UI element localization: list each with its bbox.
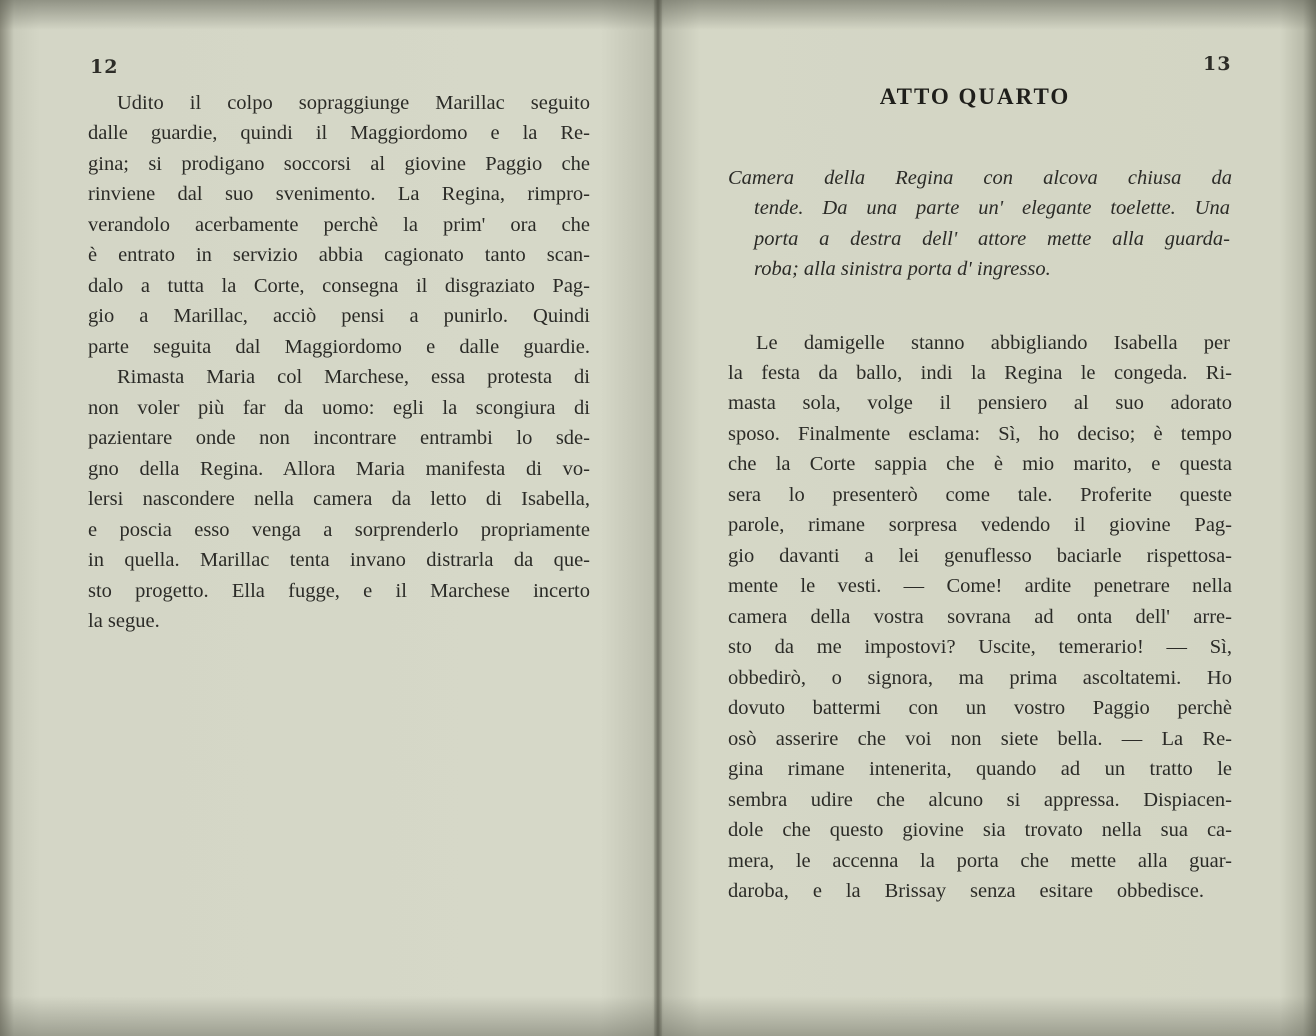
- body-line: la festa da ballo, indi la Regina le congeda. Ri-: [728, 362, 1232, 384]
- left-line: sto progetto. Ella fugge, e il Marchese incerto: [88, 580, 590, 602]
- body-line: daroba, e la Brissay senza esitare obbedisce.: [728, 880, 1204, 902]
- left-line: verandolo acerbamente perchè la prim' ora che: [88, 214, 590, 236]
- left-line: gio a Marillac, acciò pensi a punirlo. Quindi: [88, 305, 590, 327]
- scene-line: porta a destra dell' attore mette alla guarda-: [754, 228, 1230, 250]
- body-line: mera, le accenna la porta che mette alla guar-: [728, 850, 1232, 872]
- right-page-number: 13: [1203, 53, 1232, 75]
- book-gutter: [654, 0, 662, 1036]
- body-line: dole che questo giovine sia trovato nella sua ca-: [728, 819, 1232, 841]
- left-line: gno della Regina. Allora Maria manifesta di vo-: [88, 458, 590, 480]
- body-line: gio davanti a lei genuflesso baciarle rispettosa-: [728, 545, 1232, 567]
- left-line: Udito il colpo sopraggiunge Marillac seguito: [117, 92, 590, 114]
- left-line: e poscia esso venga a sorprenderlo propriamente: [88, 519, 590, 541]
- act-heading: ATTO QUARTO: [879, 84, 1071, 109]
- left-line: rinviene dal suo svenimento. La Regina, rimpro-: [88, 183, 590, 205]
- body-line: osò asserire che voi non siete bella. — La Re-: [728, 728, 1232, 750]
- left-line: in quella. Marillac tenta invano distrarla da que-: [88, 549, 590, 571]
- left-page-number: 12: [90, 56, 119, 78]
- left-line: è entrato in servizio abbia cagionato tanto scan-: [88, 244, 590, 266]
- left-line: pazientare onde non incontrare entrambi lo sde-: [88, 427, 590, 449]
- scene-line: Camera della Regina con alcova chiusa da: [728, 167, 1232, 189]
- body-line: sembra udire che alcuno si appressa. Dispiacen-: [728, 789, 1232, 811]
- body-line: gina rimane intenerita, quando ad un tratto le: [728, 758, 1232, 780]
- body-line: sposo. Finalmente esclama: Sì, ho deciso; è tempo: [728, 423, 1232, 445]
- left-line: lersi nascondere nella camera da letto di Isabella,: [88, 488, 590, 510]
- left-line: Rimasta Maria col Marchese, essa protesta di: [117, 366, 590, 388]
- left-line: dalle guardie, quindi il Maggiordomo e la Re-: [88, 122, 590, 144]
- left-line: la segue.: [88, 610, 160, 632]
- left-line: gina; si prodigano soccorsi al giovine Paggio che: [88, 153, 590, 175]
- body-line: che la Corte sappia che è mio marito, e questa: [728, 453, 1232, 475]
- left-line: parte seguita dal Maggiordomo e dalle guardie.: [88, 336, 590, 358]
- body-line: sera lo presenterò come tale. Proferite queste: [728, 484, 1232, 506]
- left-line: dalo a tutta la Corte, consegna il disgraziato Pag-: [88, 275, 590, 297]
- body-line: Le damigelle stanno abbigliando Isabella per: [756, 332, 1230, 354]
- body-line: obbedirò, o signora, ma prima ascoltatemi. Ho: [728, 667, 1232, 689]
- body-line: dovuto battermi con un vostro Paggio perchè: [728, 697, 1232, 719]
- body-line: camera della vostra sovrana ad onta dell' arre-: [728, 606, 1232, 628]
- body-line: mente le vesti. — Come! ardite penetrare nella: [728, 575, 1232, 597]
- body-line: parole, rimane sorpresa vedendo il giovine Pag-: [728, 514, 1232, 536]
- body-line: sto da me impostovi? Uscite, temerario! — Sì,: [728, 636, 1232, 658]
- body-line: masta sola, volge il pensiero al suo adorato: [728, 392, 1232, 414]
- scene-line: tende. Da una parte un' elegante toelette. Una: [754, 197, 1230, 219]
- left-line: non voler più far da uomo: egli la scongiura di: [88, 397, 590, 419]
- scene-line: roba; alla sinistra porta d' ingresso.: [754, 258, 1051, 280]
